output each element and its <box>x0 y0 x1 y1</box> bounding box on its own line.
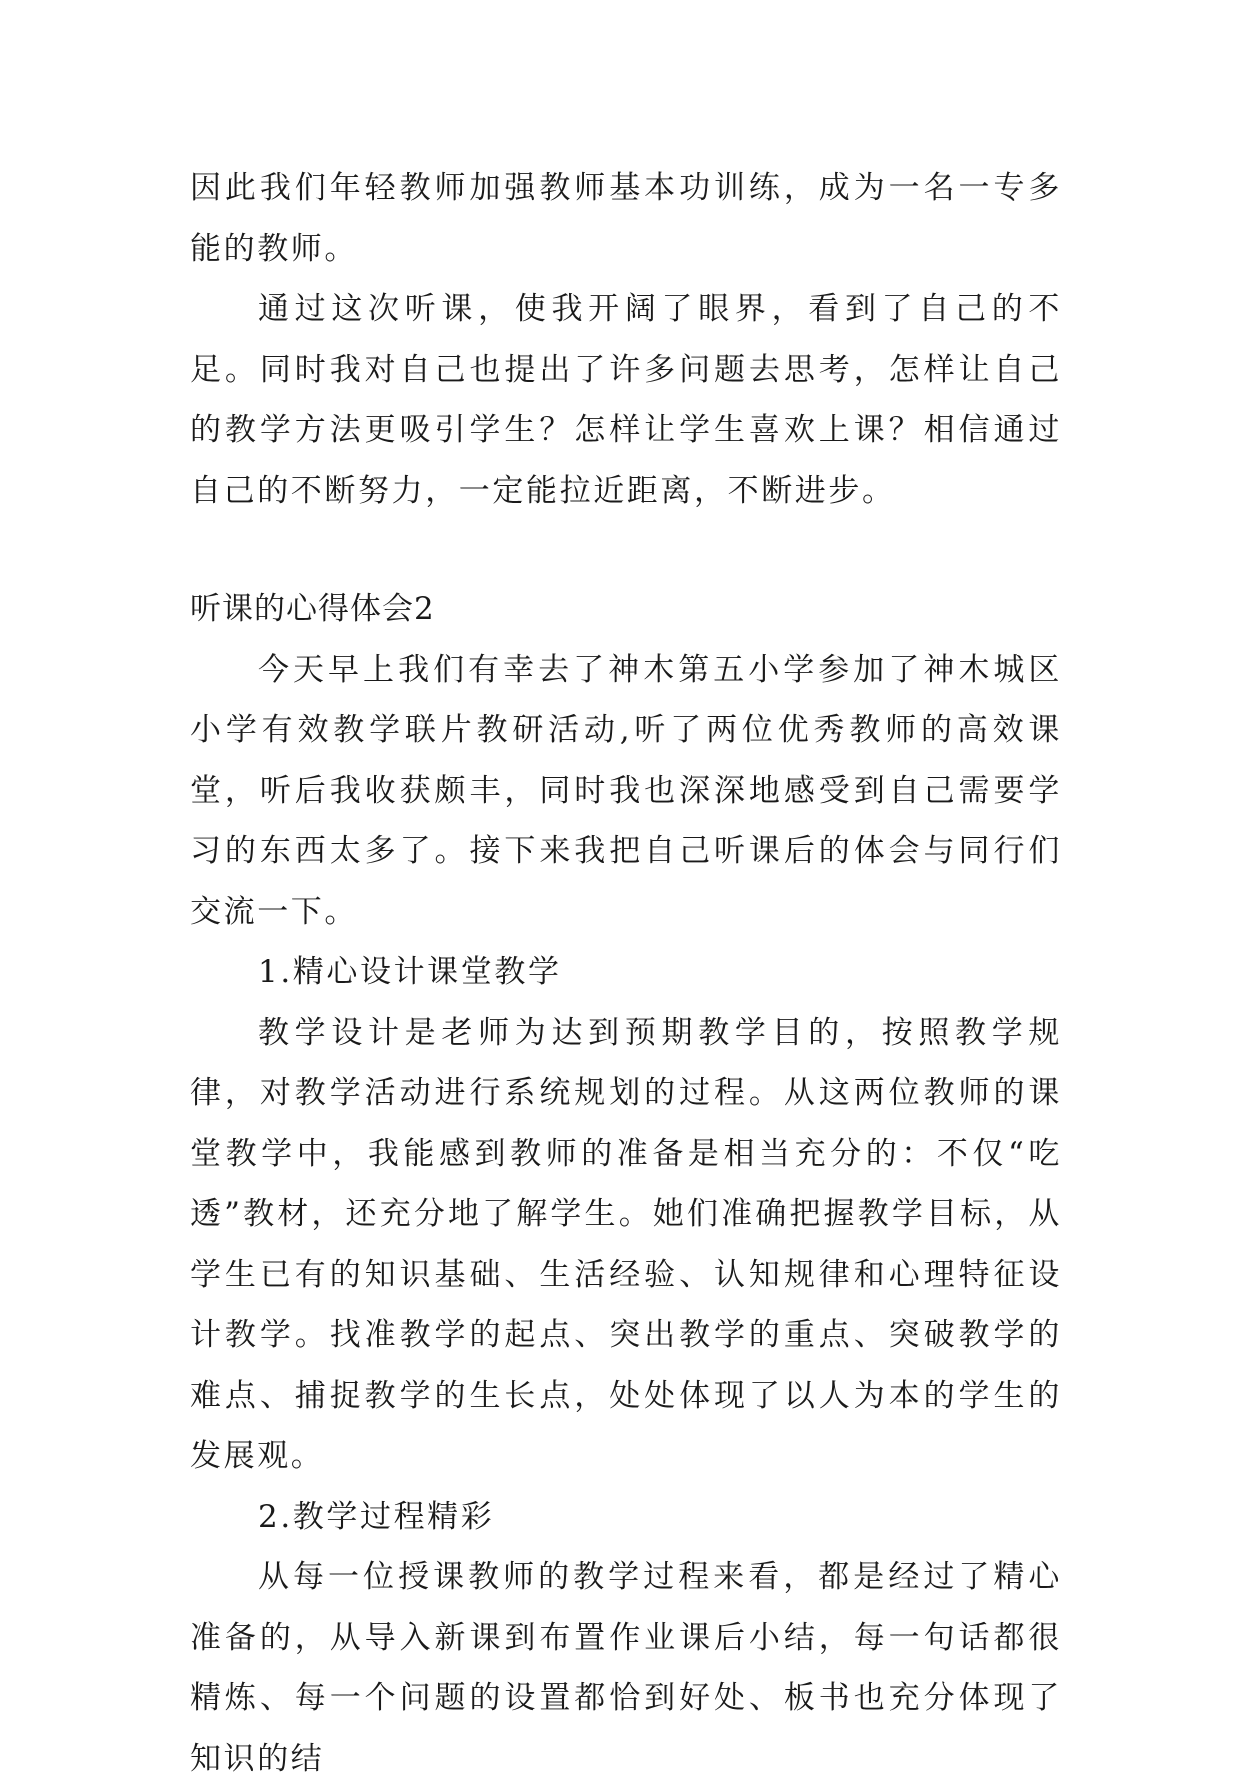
paragraph-reflection: 通过这次听课，使我开阔了眼界，看到了自己的不足。同时我对自己也提出了许多问题去思考，怎样让自己的教学方法更吸引学生？怎样让学生喜欢上课？相信通过自己的不断努力，一定能拉近距离，不断进步。 <box>190 291 1062 509</box>
paragraph-intro: 今天早上我们有幸去了神木第五小学参加了神木城区小学有效教学联片教研活动,听了两位优秀教师的高效课堂，听后我收获颇丰，同时我也深深地感受到自己需要学习的东西太多了。接下来我把自己听课后的体会与同行们交流一下。 <box>190 651 1062 930</box>
paragraph-teaching-design: 教学设计是老师为达到预期教学目的，按照教学规律，对教学活动进行系统规划的过程。从这两位教师的课堂教学中，我能感到教师的准备是相当充分的：不仅“吃透”教材，还充分地了解学生。她们准确把握教学目标，从学生已有的知识基础、生活经验、认知规律和心理特征设计教学。找准教学的起点、突出教学的重点、突破教学的难点、捕捉教学的生长点，处处体现了以人为本的学生的发展观。 <box>190 1014 1062 1474</box>
section-heading: 听课的心得体会2 <box>190 591 435 627</box>
subheading-2: 2.教学过程精彩 <box>258 1498 495 1535</box>
document-body <box>190 158 1062 1789</box>
subheading-1: 1.精心设计课堂教学 <box>258 954 562 990</box>
paragraph-teaching-process: 从每一位授课教师的教学过程来看，都是经过了精心准备的，从导入新课到布置作业课后小结，每一句话都很精炼、每一个问题的设置都恰到好处、板书也充分体现了知识的结 <box>190 1559 1062 1777</box>
paragraph-continuation: 因此我们年轻教师加强教师基本功训练，成为一名一专多能的教师。 <box>190 170 1062 267</box>
